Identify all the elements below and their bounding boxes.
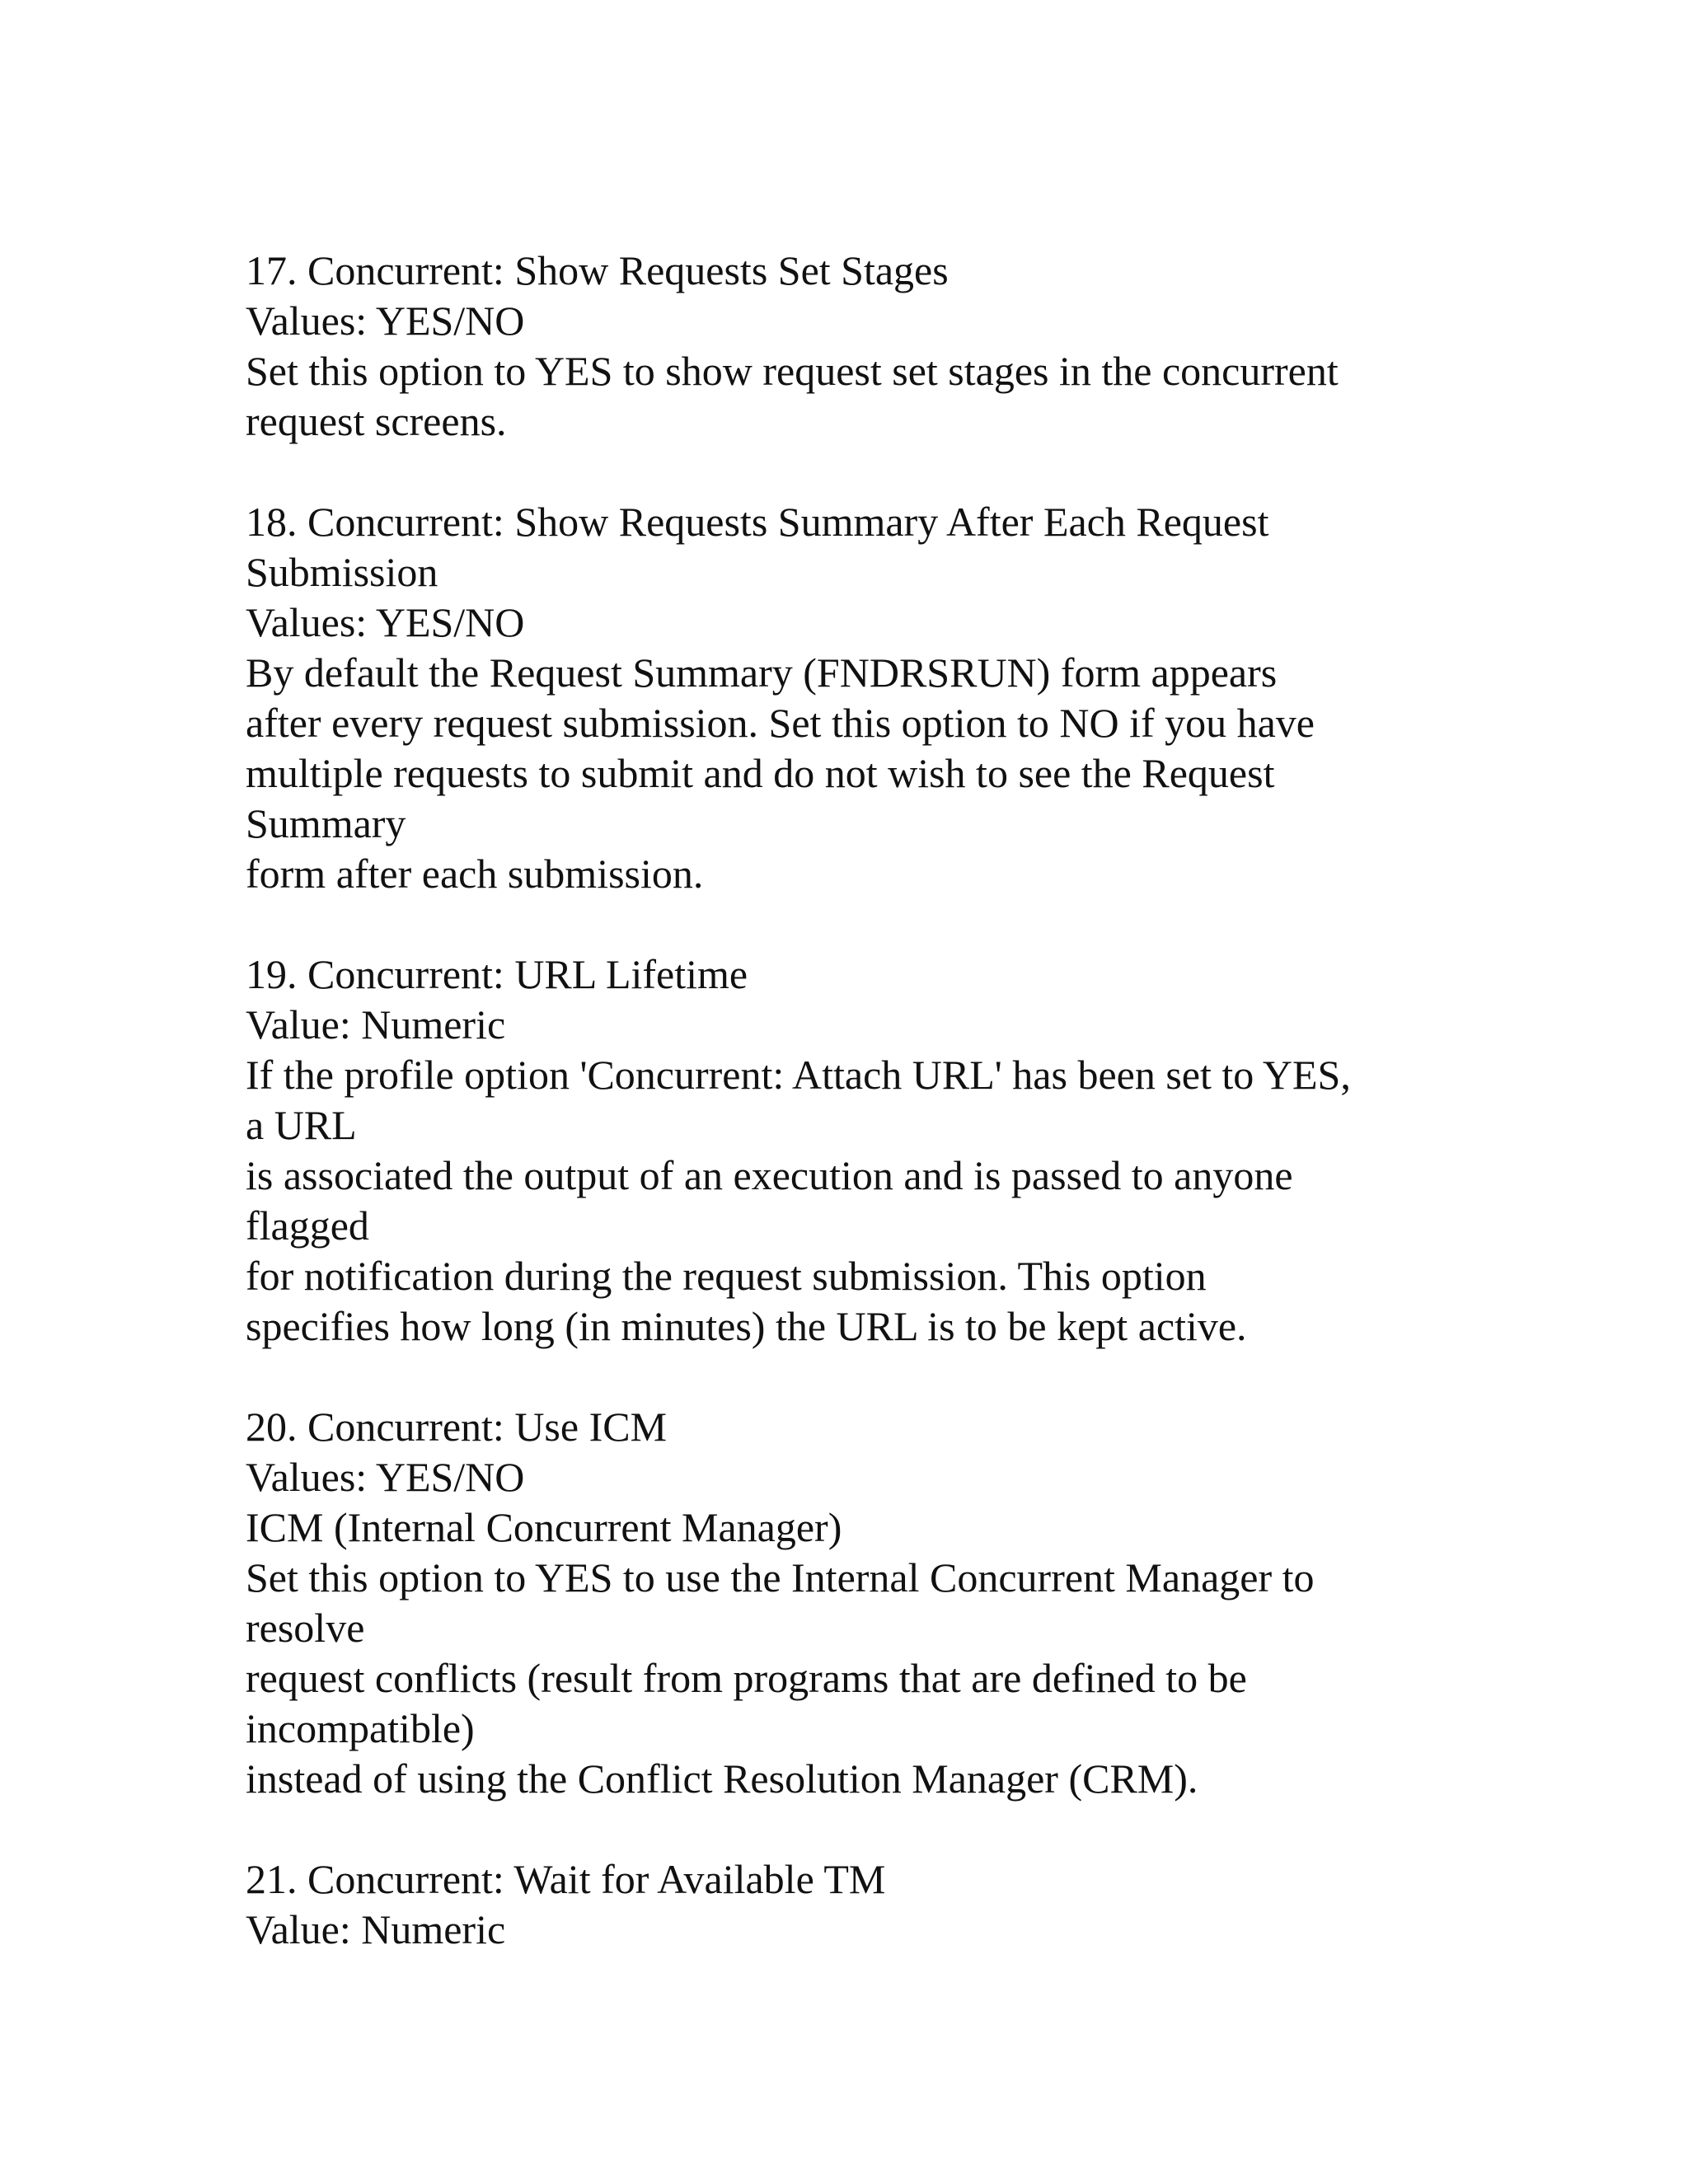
- description-line: after every request submission. Set this option to NO if you have: [246, 700, 1315, 746]
- description-line: Summary: [246, 800, 406, 846]
- values-line: Values: YES/NO: [246, 599, 525, 645]
- description-line: ICM (Internal Concurrent Manager): [246, 1504, 842, 1550]
- description-line: flagged: [246, 1202, 369, 1249]
- section-heading: 20. Concurrent: Use ICM: [246, 1404, 668, 1450]
- values-line: Values: YES/NO: [246, 298, 525, 344]
- description-line: specifies how long (in minutes) the URL is to be kept active.: [246, 1303, 1247, 1349]
- section-heading-continued: Submission: [246, 549, 438, 595]
- description-line: multiple requests to submit and do not wish to see the Request: [246, 750, 1275, 796]
- description-line: incompatible): [246, 1705, 475, 1751]
- section-heading: 17. Concurrent: Show Requests Set Stages: [246, 247, 949, 293]
- section-heading: 18. Concurrent: Show Requests Summary After Each Request: [246, 499, 1269, 545]
- section-heading: 19. Concurrent: URL Lifetime: [246, 951, 748, 997]
- description-line: Set this option to YES to show request set stages in the concurrent: [246, 348, 1339, 394]
- description-line: If the profile option 'Concurrent: Attach URL' has been set to YES,: [246, 1052, 1351, 1098]
- description-line: Set this option to YES to use the Internal Concurrent Manager to: [246, 1554, 1315, 1601]
- section-21-wait-for-available-tm: [246, 1854, 1465, 1955]
- section-20-use-icm: [246, 1402, 1465, 1804]
- description-line: for notification during the request submission. This option: [246, 1253, 1207, 1299]
- values-line: Value: Numeric: [246, 1906, 506, 1952]
- description-line: is associated the output of an execution and is passed to anyone: [246, 1152, 1293, 1198]
- document-body: [246, 246, 1465, 2005]
- description-line: instead of using the Conflict Resolution Manager (CRM).: [246, 1755, 1198, 1802]
- description-line: resolve: [246, 1605, 365, 1651]
- section-17-show-requests-set-stages: [246, 246, 1465, 447]
- description-line: request screens.: [246, 398, 507, 444]
- description-line: request conflicts (result from programs that are defined to be: [246, 1655, 1247, 1701]
- values-line: Value: Numeric: [246, 1001, 506, 1047]
- description-line: form after each submission.: [246, 851, 704, 897]
- section-18-show-requests-summary: [246, 497, 1465, 899]
- section-19-url-lifetime: [246, 949, 1465, 1352]
- values-line: Values: YES/NO: [246, 1454, 525, 1500]
- section-heading: 21. Concurrent: Wait for Available TM: [246, 1856, 886, 1902]
- description-line: By default the Request Summary (FNDRSRUN) form appears: [246, 649, 1278, 696]
- description-line: a URL: [246, 1102, 357, 1148]
